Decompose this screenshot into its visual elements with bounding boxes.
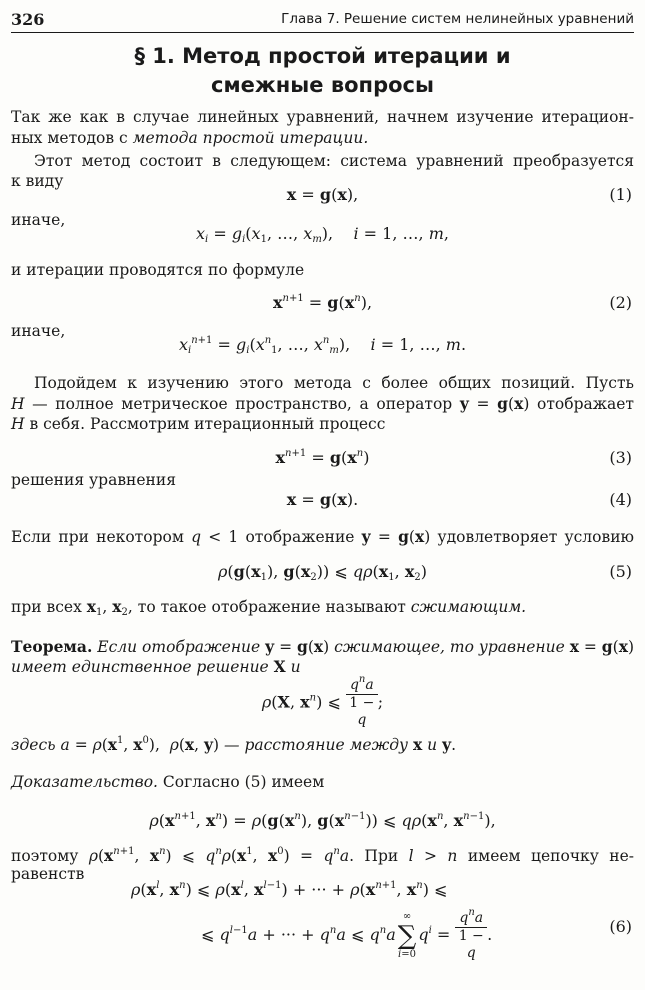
para3-line3: H в себя. Рассмотрим итерационный процесс bbox=[11, 415, 386, 433]
theorem-estimate: ρ(X, $x^n$) ⩽ $q^na$ 1 − q ; bbox=[261, 674, 384, 728]
para4-line: Если при некотором q < 1 отображение y = g(x) удовлетворяет условию bbox=[11, 527, 635, 546]
equation-4: x = g(x). (4) bbox=[11, 488, 634, 512]
proof-line: Доказательство. Согласно (5) имеем bbox=[11, 773, 325, 791]
theorem-line1: Теорема. Если отображение y = g(x) сжимающее, то уравнение x = g(x) bbox=[11, 637, 635, 656]
para1-line2 bbox=[11, 128, 634, 148]
para3-line1: Подойдем к изучению этого метода с более общих позиций. Пусть bbox=[34, 374, 634, 392]
proof-label: Доказательство. bbox=[11, 773, 158, 791]
equation-6-tag: (6) bbox=[609, 917, 632, 936]
equation-6-line1: $\rho(x^l$, $x^n$) ⩽ $\rho(x^l$, $x^{l-1}$) + ··· + $\rho(x^{n+1}$, $x^n$) ⩽ bbox=[131, 880, 448, 899]
equation-2: $x^{n+1} = g(x^n)$, (2) bbox=[11, 291, 634, 315]
section-title-line2: смежные вопросы bbox=[211, 73, 434, 97]
para6-line1: поэтому $\rho(x^{n+1}$, $x^n$) ⩽ $q^n\rho(x^1$, $x^0) = q^na$. При l > n имеем цепочку не- bbox=[11, 846, 635, 865]
running-title: Глава 7. Решение систем нелинейных уравнений bbox=[281, 11, 634, 27]
equation-5: $\rho(g(x_1)$, $g(x_2)$) ⩽ $q\rho(x_1$, $x_2$) (5) bbox=[217, 562, 632, 583]
theorem-note: здесь $a = \rho(x^1$, $x^0$), ρ(x, y) — расстояние между x и y. bbox=[11, 735, 457, 754]
inache-2: иначе, bbox=[11, 322, 66, 340]
para2-line1: Этот метод состоит в следующем: система уравнений преобразуется bbox=[34, 152, 634, 170]
iteration-text: и итерации проводятся по формуле bbox=[11, 261, 305, 279]
para1-line1: Так же как в случае линейных уравнений, начнем изучение итерацион- bbox=[11, 108, 634, 126]
equation-3-tag: (3) bbox=[609, 448, 632, 467]
solutions-text: решения уравнения bbox=[11, 471, 176, 489]
equation-5-tag: (5) bbox=[609, 562, 632, 581]
equation-1-components: $x_i = g_i(x_1$, …, $x_m$), i = 1, …, m, bbox=[196, 224, 449, 245]
para1-text: ных методов с bbox=[11, 129, 128, 147]
theorem-line2: имеет единственное решение X и bbox=[11, 657, 301, 676]
equation-1-tag: (1) bbox=[609, 185, 632, 204]
theorem-label: Теорема. bbox=[11, 637, 93, 656]
page-number: 326 bbox=[11, 10, 45, 29]
page-header bbox=[11, 8, 634, 33]
equation-1: x = g(x), (1) bbox=[11, 183, 634, 207]
term-simple-iteration: метода простой итерации. bbox=[132, 129, 369, 147]
equation-3: $x^{n+1} = g(x^n)$ (3) bbox=[11, 446, 634, 470]
para5-line: при всех $x_1$, $x_2$, то такое отображение называют сжимающим. bbox=[11, 597, 527, 618]
term-contracting: сжимающим. bbox=[410, 598, 527, 616]
para3-line2: H — полное метрическое пространство, а оператор y = g(x) отображает bbox=[11, 394, 634, 413]
equation-6-line2: ⩽ $q^{l-1}a$ + ··· + $q^na$ ⩽ $q^na$ ∞ ∑ i=0 $q^i$ = $q^na$ 1 − q . (6) bbox=[11, 907, 634, 963]
equation-2-components: $x_i^{n+1} = g_i(x^n_1$, …, $x^n_m$), i = 1, …, m. bbox=[178, 335, 467, 356]
proof-equation: $\rho(x^{n+1}$, $x^n) = \rho(g(x^n)$, $g(x^{n-1})$) ⩽ $q\rho(x^n$, $x^{n-1}$), bbox=[149, 811, 496, 830]
section-title-line1: § 1. Метод простой итерации и bbox=[134, 44, 511, 68]
equation-4-tag: (4) bbox=[609, 490, 632, 509]
para6-line2: равенств bbox=[11, 865, 85, 883]
equation-2-tag: (2) bbox=[609, 293, 632, 312]
para2-line2: к виду bbox=[11, 172, 64, 190]
inache-1: иначе, bbox=[11, 211, 66, 229]
